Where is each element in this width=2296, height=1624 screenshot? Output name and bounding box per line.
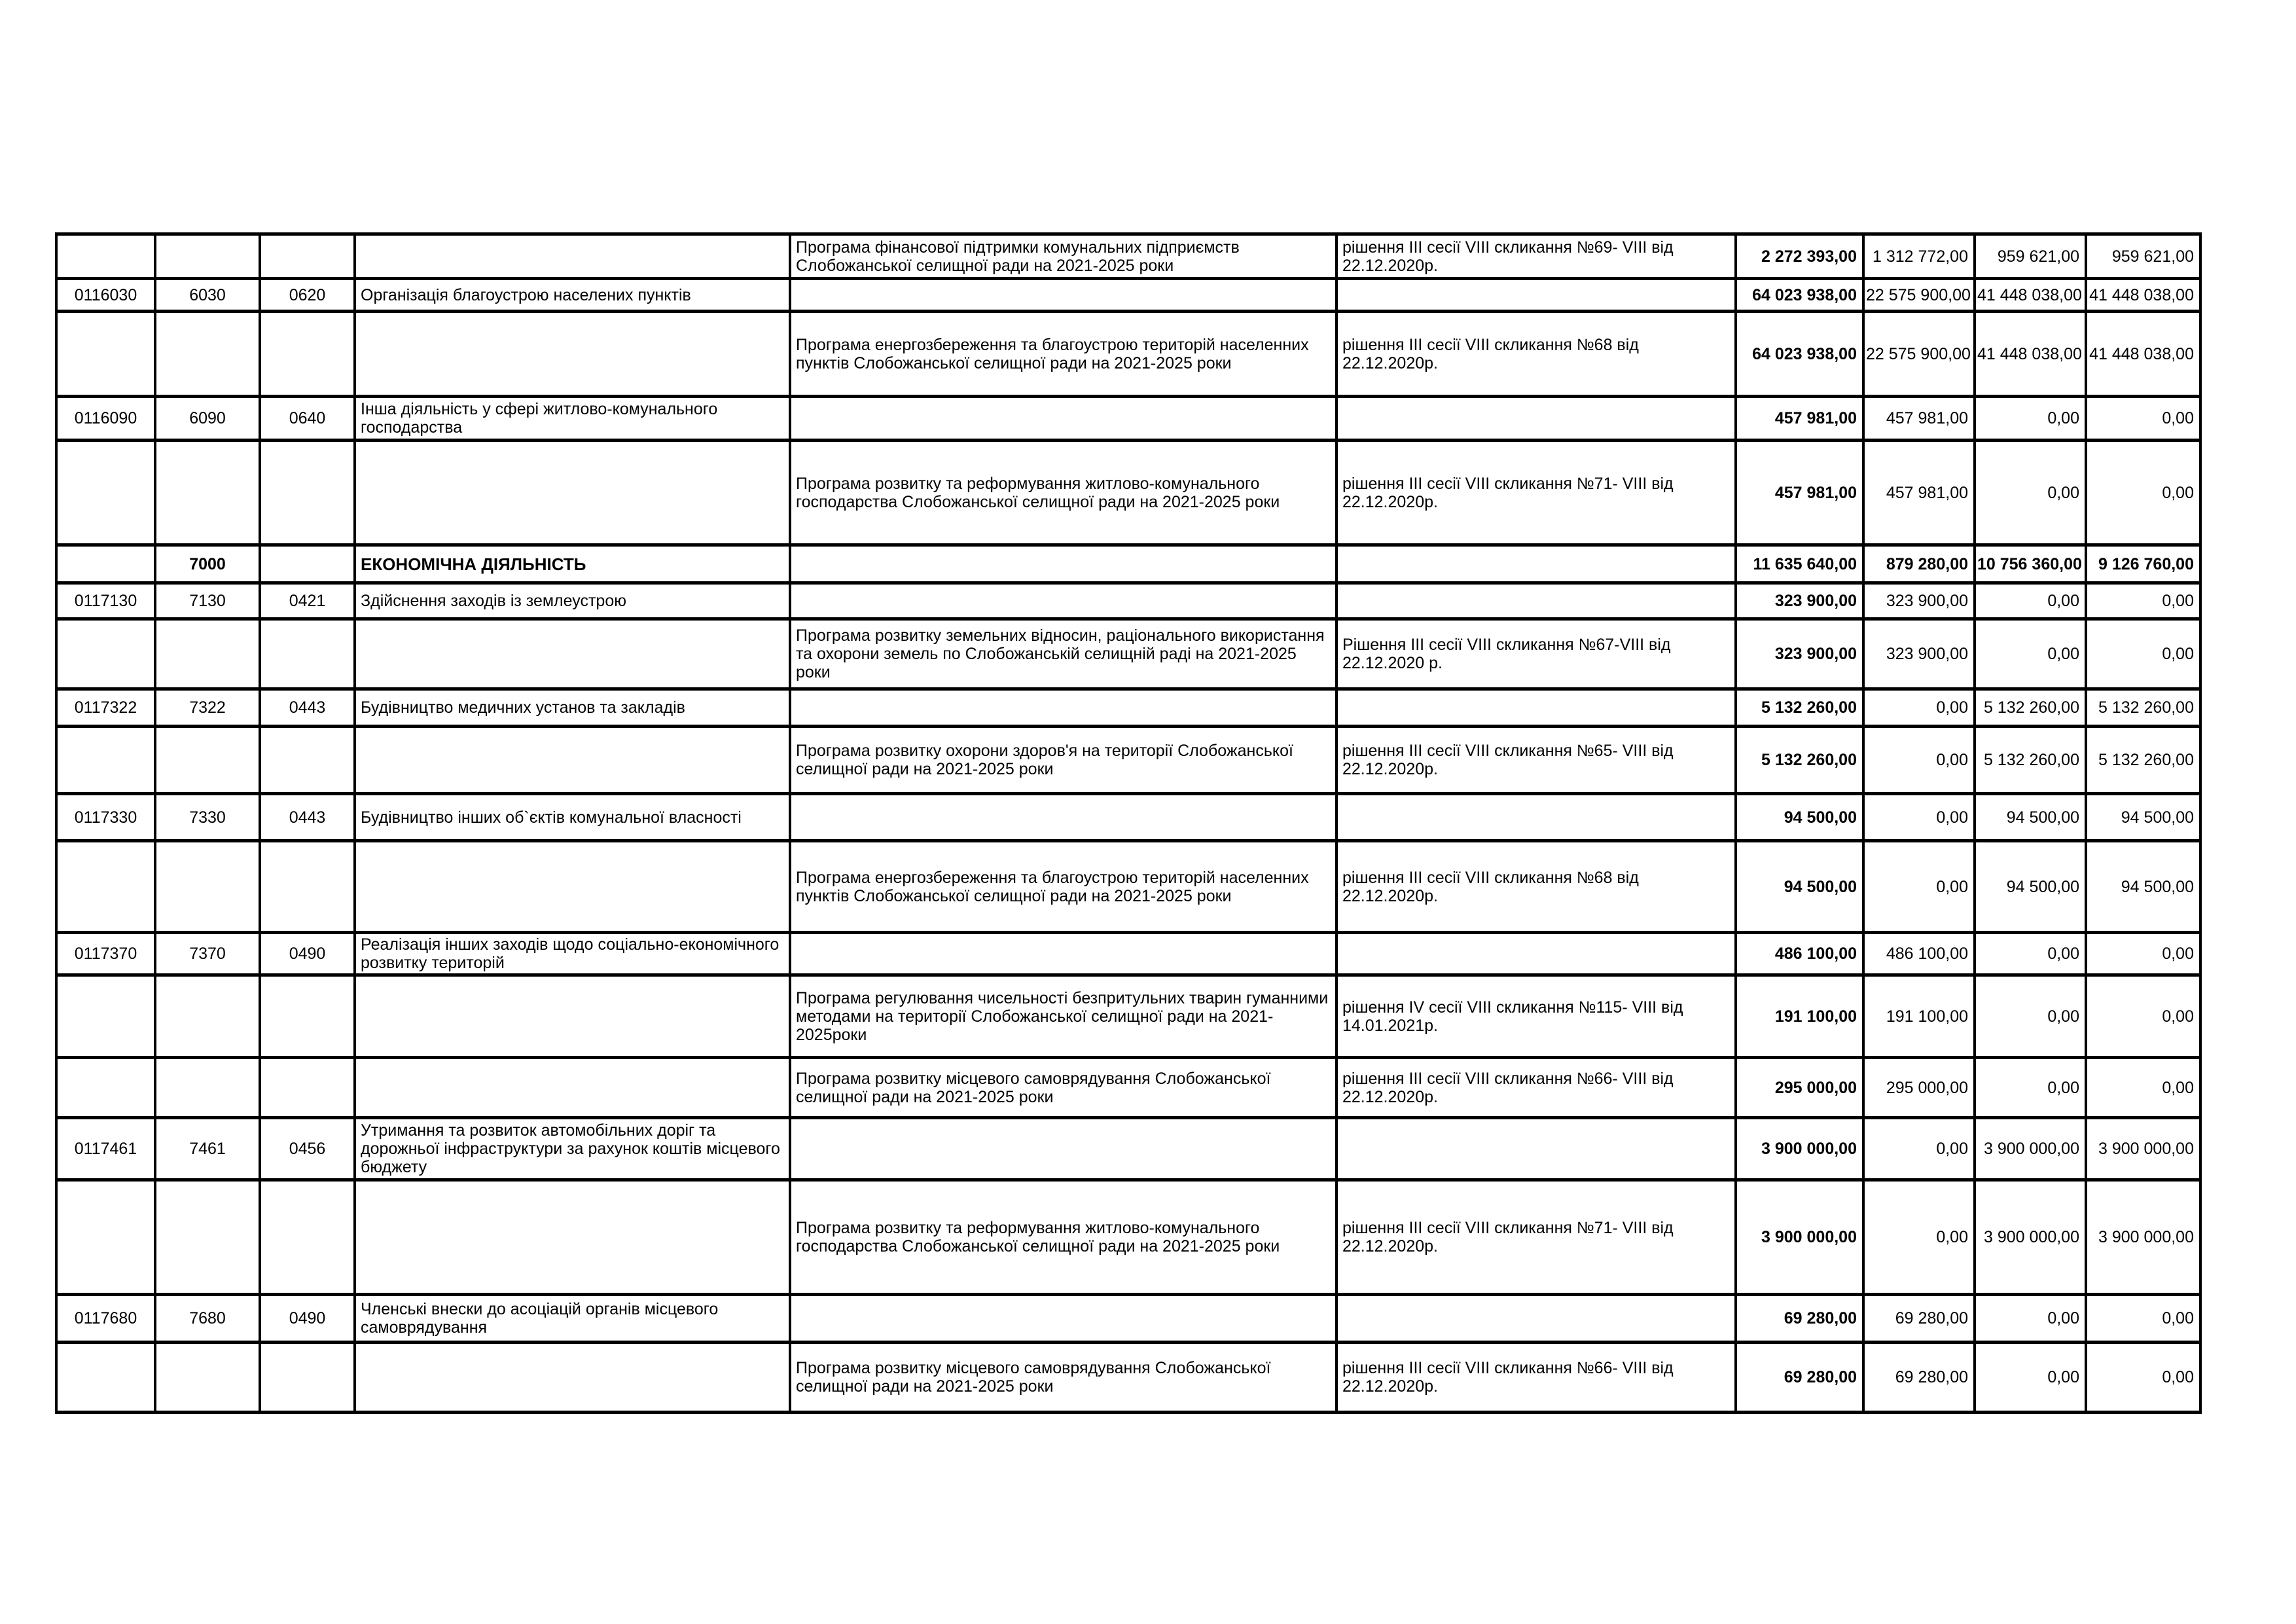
- table-cell: [155, 619, 260, 689]
- table-cell: 191 100,00: [1863, 975, 1975, 1058]
- table-cell: 6030: [155, 279, 260, 312]
- table-cell: 0117461: [56, 1118, 155, 1180]
- table-cell: Програма розвитку місцевого самоврядування Слобожанської селищної ради на 2021-2025 роки: [790, 1343, 1336, 1413]
- table-cell: Здійснення заходів із землеустрою: [355, 583, 790, 619]
- table-cell: Організація благоустрою населених пунктів: [355, 279, 790, 312]
- table-cell: [260, 441, 355, 545]
- table-cell: 0,00: [1975, 933, 2086, 975]
- table-cell: 22 575 900,00: [1863, 312, 1975, 397]
- table-row: [56, 975, 2200, 1058]
- table-cell: [790, 279, 1336, 312]
- table-cell: [155, 841, 260, 933]
- table-cell: 959 621,00: [1975, 234, 2086, 279]
- table-cell: 6090: [155, 397, 260, 441]
- table-cell: 3 900 000,00: [1975, 1118, 2086, 1180]
- table-cell: 41 448 038,00: [2086, 279, 2200, 312]
- table-cell: [260, 727, 355, 794]
- table-row: [56, 841, 2200, 933]
- table-cell: [1336, 794, 1736, 841]
- table-cell: 0117130: [56, 583, 155, 619]
- table-cell: 0117330: [56, 794, 155, 841]
- table-cell: 94 500,00: [1736, 794, 1863, 841]
- table-cell: 0,00: [2086, 933, 2200, 975]
- table-cell: 0,00: [1975, 1343, 2086, 1413]
- table-cell: [155, 1343, 260, 1413]
- table-cell: Рішення III сесії VIII скликання №67-VIII від 22.12.2020 р.: [1336, 619, 1736, 689]
- table-cell: 457 981,00: [1863, 397, 1975, 441]
- table-cell: [1336, 279, 1736, 312]
- table-cell: 191 100,00: [1736, 975, 1863, 1058]
- table-cell: 323 900,00: [1736, 583, 1863, 619]
- table-cell: 0,00: [1863, 794, 1975, 841]
- table-cell: [355, 727, 790, 794]
- table-cell: Програма енергозбереження та благоустрою територій населенних пунктів Слобожанської селищної ради на 2021-2025 роки: [790, 312, 1336, 397]
- table-cell: [790, 397, 1336, 441]
- table-cell: 0,00: [2086, 1343, 2200, 1413]
- table-cell: [56, 1058, 155, 1118]
- table-cell: 3 900 000,00: [2086, 1180, 2200, 1295]
- table-cell: 94 500,00: [2086, 794, 2200, 841]
- table-row: [56, 312, 2200, 397]
- table-cell: [1336, 689, 1736, 727]
- table-cell: 22 575 900,00: [1863, 279, 1975, 312]
- table-cell: 3 900 000,00: [1736, 1180, 1863, 1295]
- table-cell: [790, 1295, 1336, 1343]
- table-cell: 0,00: [1863, 689, 1975, 727]
- table-cell: [155, 1058, 260, 1118]
- table-cell: 5 132 260,00: [1736, 689, 1863, 727]
- table-cell: 486 100,00: [1736, 933, 1863, 975]
- table-row: [56, 279, 2200, 312]
- table-cell: Програма розвитку охорони здоров'я на території Слобожанської селищної ради на 2021-2025 роки: [790, 727, 1336, 794]
- table-cell: 5 132 260,00: [2086, 727, 2200, 794]
- table-cell: 94 500,00: [1736, 841, 1863, 933]
- table-cell: 5 132 260,00: [1975, 689, 2086, 727]
- table-cell: 0490: [260, 933, 355, 975]
- table-cell: 5 132 260,00: [1975, 727, 2086, 794]
- table-cell: [56, 441, 155, 545]
- table-cell: 5 132 260,00: [1736, 727, 1863, 794]
- budget-programs-table: [55, 232, 2202, 1414]
- table-cell: [1336, 397, 1736, 441]
- table-cell: [155, 312, 260, 397]
- table-cell: [155, 441, 260, 545]
- table-cell: 0443: [260, 794, 355, 841]
- table-row: [56, 397, 2200, 441]
- table-cell: Програма розвитку земельних відносин, раціонального використання та охорони земель по Слобожанській селищній раді на 2021-2025 роки: [790, 619, 1336, 689]
- table-cell: 0,00: [2086, 619, 2200, 689]
- table-cell: [790, 1118, 1336, 1180]
- table-cell: [790, 794, 1336, 841]
- table-cell: 0,00: [1863, 841, 1975, 933]
- table-cell: 457 981,00: [1736, 397, 1863, 441]
- table-cell: 0,00: [1975, 583, 2086, 619]
- table-row: [56, 1058, 2200, 1118]
- table-cell: [355, 1058, 790, 1118]
- table-cell: 41 448 038,00: [1975, 279, 2086, 312]
- table-cell: 69 280,00: [1863, 1295, 1975, 1343]
- table-cell: 0620: [260, 279, 355, 312]
- table-row: [56, 619, 2200, 689]
- table-row: [56, 1180, 2200, 1295]
- table-row: [56, 1295, 2200, 1343]
- table-row: [56, 689, 2200, 727]
- table-cell: Програма розвитку та реформування житлово-комунального господарства Слобожанської селищної ради на 2021-2025 роки: [790, 441, 1336, 545]
- table-cell: 41 448 038,00: [2086, 312, 2200, 397]
- table-cell: [260, 619, 355, 689]
- table-cell: 7000: [155, 545, 260, 583]
- table-cell: 64 023 938,00: [1736, 279, 1863, 312]
- table-cell: 323 900,00: [1736, 619, 1863, 689]
- table-cell: 0117322: [56, 689, 155, 727]
- table-cell: Інша діяльність у сфері житлово-комунального господарства: [355, 397, 790, 441]
- table-cell: 0,00: [1975, 1058, 2086, 1118]
- table-cell: 0,00: [1863, 1118, 1975, 1180]
- table-cell: 0117370: [56, 933, 155, 975]
- table-cell: Реалізація інших заходів щодо соціально-економічного розвитку територій: [355, 933, 790, 975]
- table-cell: [1336, 933, 1736, 975]
- table-cell: 64 023 938,00: [1736, 312, 1863, 397]
- table-cell: [56, 619, 155, 689]
- table-cell: 457 981,00: [1863, 441, 1975, 545]
- table-cell: [790, 583, 1336, 619]
- table-cell: 0490: [260, 1295, 355, 1343]
- table-cell: 879 280,00: [1863, 545, 1975, 583]
- table-cell: [56, 727, 155, 794]
- table-cell: [260, 234, 355, 279]
- table-cell: 69 280,00: [1736, 1295, 1863, 1343]
- table-cell: 295 000,00: [1863, 1058, 1975, 1118]
- table-cell: [56, 1343, 155, 1413]
- table-cell: [355, 234, 790, 279]
- table-cell: 0,00: [1863, 1180, 1975, 1295]
- table-cell: 69 280,00: [1863, 1343, 1975, 1413]
- table-cell: 0116030: [56, 279, 155, 312]
- table-cell: 7680: [155, 1295, 260, 1343]
- table-cell: [355, 841, 790, 933]
- table-cell: 457 981,00: [1736, 441, 1863, 545]
- table-cell: 0,00: [1975, 397, 2086, 441]
- table-cell: 94 500,00: [1975, 794, 2086, 841]
- table-cell: 0443: [260, 689, 355, 727]
- table-cell: [260, 545, 355, 583]
- table-cell: рішення IV сесії VIII скликання №115- VIII від 14.01.2021р.: [1336, 975, 1736, 1058]
- table-cell: [56, 545, 155, 583]
- table-cell: Програма регулювання чисельності безпритульних тварин гуманними методами на території Слобожанської селищної ради на 2021-2025роки: [790, 975, 1336, 1058]
- table-cell: рішення III сесії VIII скликання №69- VIII від 22.12.2020р.: [1336, 234, 1736, 279]
- table-cell: ЕКОНОМІЧНА ДІЯЛЬНІСТЬ: [355, 545, 790, 583]
- table-cell: рішення III сесії VIII скликання №66- VIII від 22.12.2020р.: [1336, 1343, 1736, 1413]
- table-cell: 0,00: [1975, 619, 2086, 689]
- table-cell: [260, 841, 355, 933]
- table-row: [56, 441, 2200, 545]
- table-cell: рішення III сесії VIII скликання №65- VIII від 22.12.2020р.: [1336, 727, 1736, 794]
- table-cell: 0,00: [1975, 975, 2086, 1058]
- table-cell: [790, 689, 1336, 727]
- table-cell: Програма розвитку та реформування житлово-комунального господарства Слобожанської селищної ради на 2021-2025 роки: [790, 1180, 1336, 1295]
- table-cell: [260, 1343, 355, 1413]
- table-cell: 0,00: [2086, 975, 2200, 1058]
- table-cell: 69 280,00: [1736, 1343, 1863, 1413]
- table-cell: Утримання та розвиток автомобільних доріг та дорожньої інфраструктури за рахунок коштів місцевого бюджету: [355, 1118, 790, 1180]
- table-cell: 7370: [155, 933, 260, 975]
- table-cell: [355, 312, 790, 397]
- table-cell: [56, 841, 155, 933]
- table-cell: 0,00: [2086, 583, 2200, 619]
- table-cell: [355, 1343, 790, 1413]
- table-cell: Будівництво інших об`єктів комунальної власності: [355, 794, 790, 841]
- table-cell: 3 900 000,00: [1975, 1180, 2086, 1295]
- table-cell: 5 132 260,00: [2086, 689, 2200, 727]
- table-cell: 94 500,00: [1975, 841, 2086, 933]
- table-row: [56, 727, 2200, 794]
- table-cell: 41 448 038,00: [1975, 312, 2086, 397]
- table-cell: 486 100,00: [1863, 933, 1975, 975]
- table-cell: 7322: [155, 689, 260, 727]
- table-cell: [790, 545, 1336, 583]
- table-row: [56, 1343, 2200, 1413]
- table-cell: 0,00: [2086, 1295, 2200, 1343]
- table-cell: Членські внески до асоціацій органів місцевого самоврядування: [355, 1295, 790, 1343]
- table-cell: 7461: [155, 1118, 260, 1180]
- table-cell: Програма фінансової підтримки комунальних підприємств Слобожанської селищної ради на 2021-2025 роки: [790, 234, 1336, 279]
- table-cell: [155, 1180, 260, 1295]
- table-cell: 3 900 000,00: [2086, 1118, 2200, 1180]
- table-cell: [155, 975, 260, 1058]
- table-cell: 0,00: [1975, 1295, 2086, 1343]
- table-cell: [56, 312, 155, 397]
- table-cell: рішення III сесії VIII скликання №68 від 22.12.2020р.: [1336, 312, 1736, 397]
- table-cell: 94 500,00: [2086, 841, 2200, 933]
- table-cell: 0117680: [56, 1295, 155, 1343]
- table-cell: Програма енергозбереження та благоустрою територій населенних пунктів Слобожанської селищної ради на 2021-2025 роки: [790, 841, 1336, 933]
- table-cell: 2 272 393,00: [1736, 234, 1863, 279]
- table-cell: рішення III сесії VIII скликання №66- VIII від 22.12.2020р.: [1336, 1058, 1736, 1118]
- table-cell: рішення III сесії VIII скликання №71- VIII від 22.12.2020р.: [1336, 1180, 1736, 1295]
- table-cell: 323 900,00: [1863, 619, 1975, 689]
- table-cell: 9 126 760,00: [2086, 545, 2200, 583]
- table-cell: [1336, 545, 1736, 583]
- table-cell: рішення III сесії VIII скликання №71- VIII від 22.12.2020р.: [1336, 441, 1736, 545]
- table-cell: [355, 441, 790, 545]
- table-row: [56, 583, 2200, 619]
- table-cell: Будівництво медичних установ та закладів: [355, 689, 790, 727]
- table-cell: [56, 975, 155, 1058]
- table-cell: [155, 234, 260, 279]
- table-cell: 0421: [260, 583, 355, 619]
- table-cell: 0456: [260, 1118, 355, 1180]
- table-cell: [790, 933, 1336, 975]
- table-cell: [355, 975, 790, 1058]
- table-cell: [260, 975, 355, 1058]
- table-cell: Програма розвитку місцевого самоврядування Слобожанської селищної ради на 2021-2025 роки: [790, 1058, 1336, 1118]
- table-cell: 959 621,00: [2086, 234, 2200, 279]
- table-cell: [1336, 1295, 1736, 1343]
- table-cell: 0,00: [2086, 441, 2200, 545]
- budget-table-body: [56, 234, 2200, 1413]
- table-cell: [260, 312, 355, 397]
- table-cell: 7130: [155, 583, 260, 619]
- table-cell: 0,00: [2086, 1058, 2200, 1118]
- table-row: [56, 545, 2200, 583]
- table-cell: 0640: [260, 397, 355, 441]
- table-cell: 1 312 772,00: [1863, 234, 1975, 279]
- table-cell: [1336, 583, 1736, 619]
- table-cell: [1336, 1118, 1736, 1180]
- table-cell: 3 900 000,00: [1736, 1118, 1863, 1180]
- table-cell: 0,00: [1863, 727, 1975, 794]
- table-cell: рішення III сесії VIII скликання №68 від 22.12.2020р.: [1336, 841, 1736, 933]
- table-cell: 7330: [155, 794, 260, 841]
- table-cell: [56, 1180, 155, 1295]
- table-row: [56, 234, 2200, 279]
- table-cell: [355, 619, 790, 689]
- table-cell: [260, 1058, 355, 1118]
- table-cell: 0116090: [56, 397, 155, 441]
- table-cell: 323 900,00: [1863, 583, 1975, 619]
- table-cell: 0,00: [1975, 441, 2086, 545]
- table-cell: 295 000,00: [1736, 1058, 1863, 1118]
- table-cell: [260, 1180, 355, 1295]
- table-cell: [155, 727, 260, 794]
- table-cell: 10 756 360,00: [1975, 545, 2086, 583]
- table-cell: 11 635 640,00: [1736, 545, 1863, 583]
- table-row: [56, 794, 2200, 841]
- table-row: [56, 1118, 2200, 1180]
- table-cell: [56, 234, 155, 279]
- table-row: [56, 933, 2200, 975]
- table-cell: [355, 1180, 790, 1295]
- table-cell: 0,00: [2086, 397, 2200, 441]
